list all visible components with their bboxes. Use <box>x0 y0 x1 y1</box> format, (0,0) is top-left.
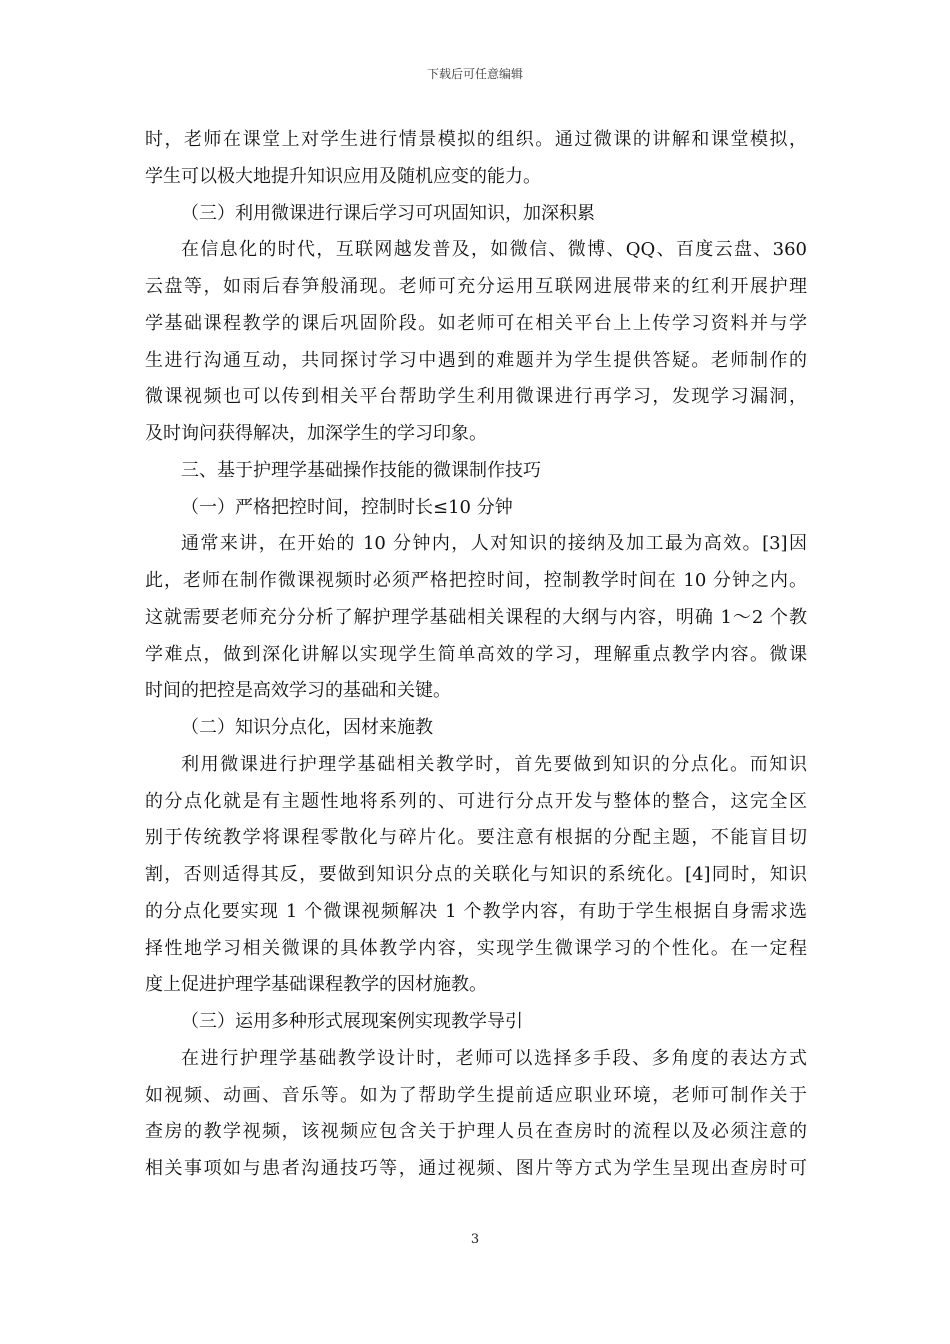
text-line: 及时询问获得解决，加深学生的学习印象。 <box>145 423 487 444</box>
text-line: 这就需要老师充分分析了解护理学基础相关课程的大纲与内容，明确 1～2 个教 <box>145 606 807 628</box>
text-line: 时间的把控是高效学习的基础和关键。 <box>145 680 451 702</box>
page-header: 下载后可任意编辑 <box>426 67 523 81</box>
text-line: 生进行沟通互动，共同探讨学习中遇到的难题并为学生提供答疑。老师制作的 <box>145 349 807 371</box>
text-line: 微课视频也可以传到相关平台帮助学生利用微课进行再学习，发现学习漏洞， <box>145 386 807 408</box>
text-line: 度上促进护理学基础课程教学的因材施教。 <box>145 974 487 996</box>
text-line: 如视频、动画、音乐等。如为了帮助学生提前适应职业环境，老师可制作关于 <box>145 1084 807 1106</box>
subsection-heading: （二）知识分点化，因材来施教 <box>181 717 433 738</box>
text-line: 择性地学习相关微课的具体教学内容，实现学生微课学习的个性化。在一定程 <box>145 937 807 959</box>
paragraph-first-line: 在进行护理学基础教学设计时，老师可以选择多手段、多角度的表达方式 <box>181 1047 807 1069</box>
text-line: 时，老师在课堂上对学生进行情景模拟的组织。通过微课的讲解和课堂模拟， <box>145 129 807 150</box>
subsection-heading: （一）严格把控时间，控制时长≤10 分钟 <box>181 496 513 518</box>
text-line: 的分点化就是有主题性地将系列的、可进行分点开发与整体的整合，这完全区 <box>145 790 807 812</box>
text-line: 学生可以极大地提升知识应用及随机应变的能力。 <box>145 165 541 187</box>
text-line: 此，老师在制作微课视频时必须严格把控时间，控制教学时间在 10 分钟之内。 <box>145 570 807 591</box>
paragraph-first-line: 利用微课进行护理学基础相关教学时，首先要做到知识的分点化。而知识 <box>181 753 807 775</box>
text-line: 割，否则适得其反，要做到知识分点的关联化与知识的系统化。[4]同时，知识 <box>145 864 807 885</box>
text-line: 云盘等，如雨后春笋般涌现。老师可充分运用互联网进展带来的红利开展护理 <box>145 276 807 297</box>
paragraph-first-line: 在信息化的时代，互联网越发普及，如微信、微博、QQ、百度云盘、360 <box>181 239 807 261</box>
text-line: 学基础课程教学的课后巩固阶段。如老师可在相关平台上上传学习资料并与学 <box>145 312 807 334</box>
paragraph-first-line: 通常来讲，在开始的 10 分钟内，人对知识的接纳及加工最为高效。[3]因 <box>181 533 807 555</box>
text-line: 相关事项如与患者沟通技巧等，通过视频、图片等方式为学生呈现出查房时可 <box>145 1158 807 1179</box>
document-body <box>145 122 807 1188</box>
text-line: 的分点化要实现 1 个微课视频解决 1 个教学内容，有助于学生根据自身需求选 <box>145 900 807 922</box>
section-heading: 三、基于护理学基础操作技能的微课制作技巧 <box>181 459 541 481</box>
text-line: 查房的教学视频，该视频应包含关于护理人员在查房时的流程以及必须注意的 <box>145 1121 807 1143</box>
subsection-heading: （三）运用多种形式展现案例实现教学导引 <box>181 1011 523 1032</box>
text-line: 学难点，做到深化讲解以实现学生简单高效的学习，理解重点教学内容。微课 <box>145 643 807 665</box>
page-number: 3 <box>470 1232 480 1247</box>
text-line: 别于传统教学将课程零散化与碎片化。要注意有根据的分配主题，不能盲目切 <box>145 827 807 849</box>
section-heading: （三）利用微课进行课后学习可巩固知识，加深积累 <box>181 202 595 224</box>
